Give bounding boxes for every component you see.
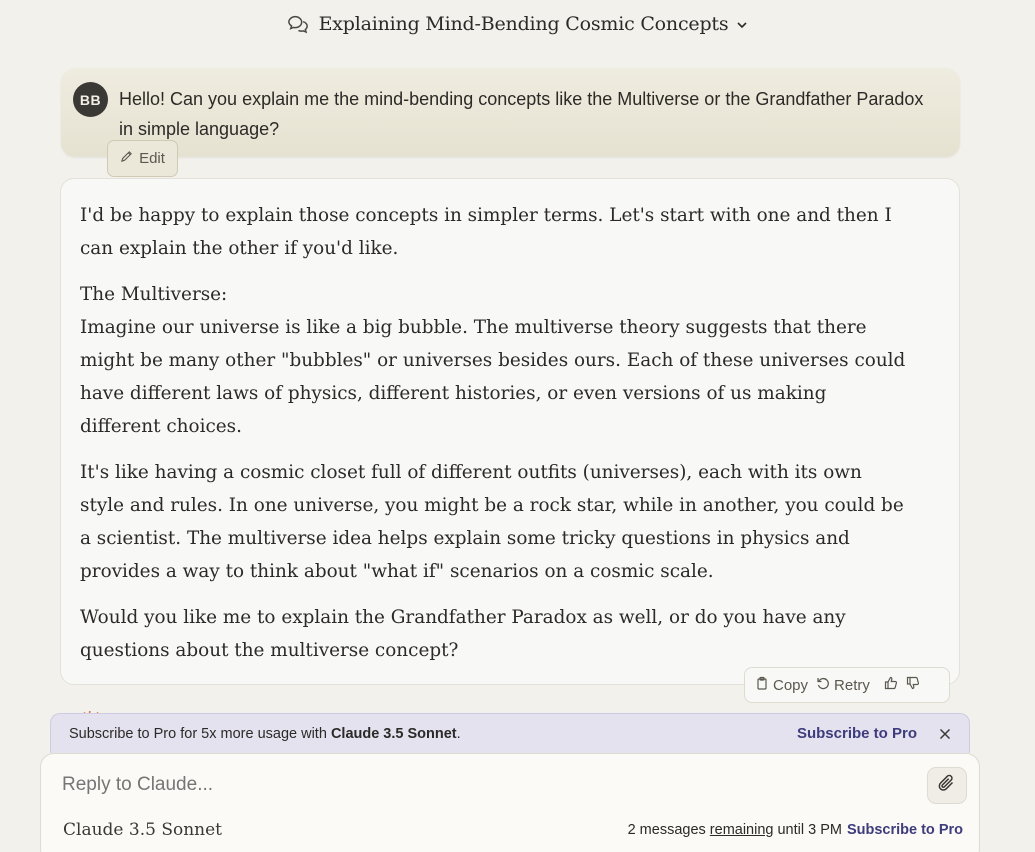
- attach-button[interactable]: [927, 767, 967, 804]
- remaining-link[interactable]: remaining: [709, 822, 774, 838]
- reply-composer: [40, 753, 980, 852]
- assistant-paragraph: Imagine our universe is like a big bubble. The multiverse theory suggests that there might be many other "bubbles" or universes besides ours. Each of these universes could have different laws of physics, different histories, or even versions of us making different choices.: [80, 317, 906, 437]
- assistant-paragraph: I'd be happy to explain those concepts in simpler terms. Let's start with one and then I can explain the other if you'd like.: [80, 205, 892, 259]
- thumbs-up-icon: [884, 676, 898, 694]
- close-icon[interactable]: [939, 728, 951, 740]
- subscribe-banner-text: Subscribe to Pro for 5x more usage with Claude 3.5 Sonnet.: [69, 725, 461, 742]
- copy-label: Copy: [773, 676, 809, 694]
- paperclip-icon: [937, 773, 957, 798]
- model-selector[interactable]: Claude 3.5 Sonnet: [63, 820, 222, 840]
- assistant-paragraph: Would you like me to explain the Grandfather Paradox as well, or do you have any questions about the multiverse concept?: [80, 607, 846, 661]
- message-actions: [744, 667, 950, 703]
- chevron-down-icon[interactable]: [736, 18, 748, 30]
- user-message-text: Hello! Can you explain me the mind-bending concepts like the Multiverse or the Grandfather Paradox in simple language?: [119, 89, 924, 139]
- avatar[interactable]: BB: [73, 82, 108, 117]
- model-name-bold: Claude 3.5 Sonnet: [330, 725, 457, 742]
- chat-title[interactable]: Explaining Mind-Bending Cosmic Concepts: [318, 13, 729, 35]
- copy-button[interactable]: [755, 676, 808, 694]
- assistant-message-body: [80, 199, 910, 680]
- pencil-icon: [120, 150, 133, 167]
- subscribe-banner: [50, 713, 970, 753]
- assistant-message: [60, 178, 960, 685]
- usage-status: 2 messages remaining until 3 PM Subscribe to Pro: [627, 822, 963, 838]
- retry-label: Retry: [834, 676, 870, 694]
- thumbs-up-button[interactable]: [884, 676, 898, 694]
- retry-icon: [816, 676, 830, 694]
- retry-button[interactable]: [816, 676, 870, 694]
- assistant-heading: The Multiverse:: [80, 284, 228, 305]
- assistant-paragraph: It's like having a cosmic closet full of different outfits (universes), each with its own style and rules. In one universe, you might be a rock star, while in another, you could be a scientist. The multiverse idea helps explain some tricky questions in physics and provides a way to think about "what if" scenarios on a cosmic scale.: [80, 462, 904, 582]
- subscribe-to-pro-link[interactable]: Subscribe to Pro: [796, 725, 917, 742]
- edit-button-label: Edit: [139, 150, 165, 167]
- user-message: [61, 68, 960, 157]
- clipboard-icon: [755, 676, 769, 694]
- thumbs-down-icon: [906, 676, 920, 694]
- subscribe-to-pro-link-footer[interactable]: Subscribe to Pro: [846, 822, 963, 838]
- edit-button[interactable]: [107, 140, 178, 177]
- reply-input[interactable]: [62, 774, 862, 796]
- chat-title-header[interactable]: [0, 9, 1035, 39]
- chat-bubbles-icon: [287, 13, 309, 35]
- thumbs-down-button[interactable]: [906, 676, 920, 694]
